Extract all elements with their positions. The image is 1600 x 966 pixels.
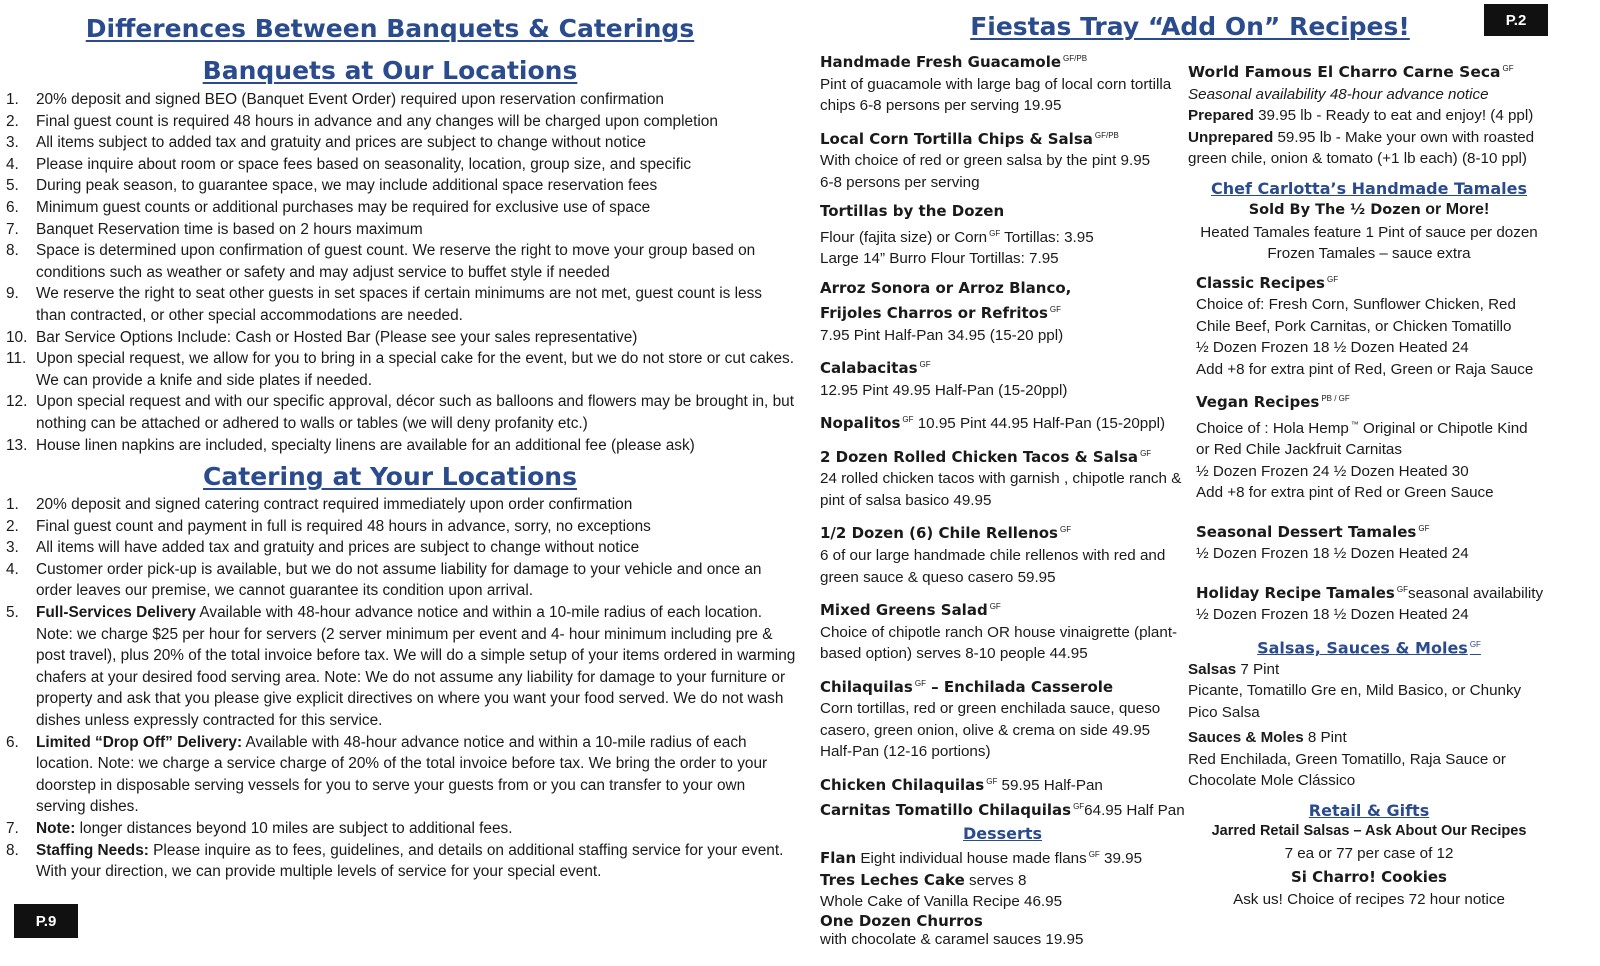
rule-number: 6.: [6, 733, 19, 751]
rule-bold-lead: Limited “Drop Off” Delivery:: [36, 733, 243, 751]
rule-item: [6, 732, 796, 818]
tamales-title: Chef Carlotta’s Handmade Tamales: [1210, 178, 1528, 198]
rule-item: [6, 89, 796, 111]
rule-body: 20% deposit and signed BEO (Banquet Event Order) required upon reservation confirmation: [36, 91, 664, 108]
rule-bold-lead: Staffing Needs:: [36, 841, 149, 859]
item-name: Nopalitos: [820, 414, 901, 433]
diet-tag: GF: [1088, 850, 1100, 860]
item-name: Flan: [820, 849, 857, 868]
rule-item: [6, 840, 796, 883]
rule-item: [6, 494, 796, 516]
page-number-badge: P.9: [14, 904, 78, 938]
item-name: World Famous El Charro Carne Seca: [1188, 63, 1501, 82]
item-desc: Choice of chipotle ranch OR house vinaigrette (plant-based option) serves 8-10 people 44.95: [820, 623, 1178, 663]
item-desc: Pint of guacamole with large bag of local corn tortilla chips 6-8 persons per serving 19.95: [820, 75, 1172, 115]
diet-tag: GF/PB: [1063, 54, 1088, 63]
item-name: Carnitas Tomatillo Chilaquilas: [820, 801, 1072, 820]
item-name: Seasonal Dessert Tamales: [1196, 522, 1417, 541]
diet-tag: GF: [986, 776, 998, 786]
recipes-column-right: [1188, 58, 1550, 910]
rule-text: [36, 327, 796, 349]
rule-text: [36, 537, 796, 559]
rule-number: 4.: [6, 155, 19, 173]
retail-line: Jarred Retail Salsas – Ask About Our Recipes: [1211, 823, 1527, 840]
item-name: Tacos & Salsa: [1017, 447, 1139, 466]
menu-item: [820, 125, 1185, 194]
rule-item: [6, 435, 796, 457]
rule-number: 1.: [6, 91, 19, 108]
tamales-line: Heated Tamales feature 1 Pint of sauce per dozen: [1200, 223, 1538, 241]
item-name: Arroz Sonora or Arroz Blanco,: [820, 278, 1072, 297]
item-note: seasonal availability: [1407, 584, 1544, 602]
diet-tag: GF: [1469, 639, 1481, 649]
rule-item: [6, 132, 796, 154]
rule-body: All items will have added tax and gratuity and prices are subject to change without notice: [36, 539, 640, 557]
diet-tag: GF: [919, 360, 931, 370]
item-desc: 6-8 persons per serving: [820, 173, 980, 191]
item-desc: With choice of red or green salsa by the pint 9.95: [820, 152, 1151, 170]
tamales-line: Frozen Tamales – sauce extra: [1267, 245, 1471, 263]
rule-body: We reserve the right to seat other guests in set spaces if certain minimums are not met, guest count is less than contracted, or other special accommodations are needed.: [36, 285, 762, 324]
rule-body: Upon special request and with our specific approval, décor such as balloons and flowers may be brought in, but nothing can be attached or adhered to walls or tables (we will deny profanity etc.): [36, 393, 794, 432]
rule-number: 3.: [6, 539, 19, 557]
salsas-title-text: Salsas, Sauces & Moles: [1257, 638, 1468, 658]
menu-item: [820, 354, 1185, 401]
rule-number: 7.: [6, 819, 19, 837]
rule-number: 3.: [6, 134, 19, 152]
rule-text: [36, 348, 796, 391]
item-desc: serves 8: [964, 871, 1027, 889]
rule-body: Available with 48-hour advance notice and within a 10-mile radius of each location. Note: we charge $25 per hour for servers (2 server minimum per event and 4- hour minimum including pre & post travel), plus 20% of the total invoice before tax. We will do a simple setup of your items ordered in warming chafers at your desired food serving area. Note: We do not assume any liability for damage to your furniture or property and ask that you please give explicit directives on where you want your food served. We do not wash dishes unless expressly contracted for this service.: [36, 603, 796, 729]
rule-number: 11.: [6, 350, 27, 368]
item-price: 7 Pint: [1236, 660, 1280, 678]
menu-item: [820, 48, 1185, 117]
rule-body: Final guest count is required 48 hours in advance and any changes will be charged upon completion: [36, 112, 718, 130]
item-price: 39.95: [1099, 850, 1143, 868]
diet-tag: GF: [1418, 523, 1430, 533]
rule-text: [36, 175, 796, 197]
item-price: ½ Dozen Frozen 18 ½ Dozen Heated 24: [1196, 606, 1469, 624]
item-desc: 39.95 lb - Ready to eat and enjoy! (4 ppl): [1253, 107, 1534, 125]
item-desc: Add +8 for extra pint of Red or Green Sauce: [1196, 484, 1494, 502]
item-desc: 7.95 Pint Half-Pan 34.95 (15-20 ppl): [820, 326, 1064, 344]
tamales-info: [1188, 199, 1550, 265]
item-price: ½ Dozen Frozen 24 ½ Dozen Heated 30: [1196, 462, 1469, 480]
rule-number: 7.: [6, 220, 19, 238]
item-price: ½ Dozen Frozen 18 ½ Dozen Heated 24: [1196, 339, 1469, 357]
rule-item: [6, 154, 796, 176]
item-name: Tres Leches Cake: [820, 870, 965, 889]
right-page: [800, 0, 1600, 966]
rule-bold-lead: Note:: [36, 819, 76, 837]
rule-text: [36, 197, 796, 219]
item-desc: Flour (fajita size) or Corn: [820, 228, 988, 246]
item-name: Classic Recipes: [1196, 273, 1325, 292]
rule-body: Banquet Reservation time is based on 2 hours maximum: [36, 220, 423, 238]
rule-item: [6, 391, 796, 434]
rule-body: Minimum guest counts or additional purchases may be required for exclusive use of space: [36, 198, 651, 216]
rule-item: [6, 283, 796, 326]
menu-item: [820, 596, 1185, 665]
item-name: Tortillas by the Dozen: [820, 202, 1005, 221]
fiestas-title: Fiestas Tray “Add On” Recipes!: [970, 12, 1410, 41]
rule-bold-lead: Full-Services Delivery: [36, 603, 196, 621]
rule-item: [6, 175, 796, 197]
banquets-list: [6, 89, 796, 456]
rule-item: [6, 197, 796, 219]
rule-text: [36, 154, 796, 176]
rule-body: Please inquire about room or space fees based on seasonality, location, group size, and specific: [36, 155, 692, 173]
rule-number: 2.: [6, 517, 19, 535]
item-desc: with chocolate & caramel sauces 19.95: [820, 930, 1084, 948]
menu-item: [820, 409, 1185, 435]
item-desc: Choice of : Hola Hemp: [1196, 419, 1349, 437]
menu-item: [1196, 518, 1550, 565]
item-note: Seasonal availability 48-hour advance notice: [1188, 85, 1489, 103]
rule-number: 5.: [6, 603, 19, 621]
item-label: Salsas: [1188, 660, 1237, 678]
tamales-more-label: or More!: [1420, 201, 1490, 219]
menu-item: [1188, 659, 1550, 724]
page-number-badge: P.2: [1484, 4, 1548, 36]
rule-text: [36, 391, 796, 434]
item-desc: Picante, Tomatillo Gre en, Mild Basico, or Chunky Pico Salsa: [1188, 682, 1522, 721]
item-price: ½ Dozen Frozen 18 ½ Dozen Heated 24: [1196, 545, 1469, 563]
rule-text: [36, 111, 796, 133]
diet-tag: GF: [1396, 584, 1408, 594]
rule-text: [36, 602, 796, 732]
rule-text: [36, 219, 796, 241]
item-name: Frijoles Charros or Refritos: [820, 304, 1048, 323]
diet-tag: GF: [1326, 274, 1339, 284]
menu-item: [820, 519, 1185, 588]
rule-text: [36, 840, 796, 883]
diet-tag: PB / GF: [1321, 394, 1350, 404]
retail-price: 7 ea or 77 per case of 12: [1284, 844, 1454, 862]
diet-tag: GF: [914, 678, 926, 688]
rule-text: [36, 435, 796, 457]
item-name: Chile Rellenos: [933, 524, 1058, 543]
item-label: Unprepared: [1188, 128, 1274, 146]
item-name: 1/2 Dozen (6): [820, 524, 934, 543]
item-desc: Original or Chipotle Kind: [1358, 419, 1528, 437]
rule-body: Final guest count and payment in full is required 48 hours in advance, sorry, no exceptions: [36, 517, 651, 535]
rule-item: [6, 111, 796, 133]
rule-item: [6, 327, 796, 349]
diet-tag: GF: [1073, 802, 1085, 812]
diet-tag: GF: [902, 415, 914, 425]
menu-item: [1196, 579, 1550, 626]
rule-number: 8.: [6, 242, 19, 260]
item-desc: 12.95 Pint 49.95 Half-Pan (15-20ppl): [820, 381, 1068, 399]
rule-number: 12.: [6, 393, 28, 411]
item-label: Sauces & Moles: [1188, 729, 1304, 747]
rule-body: longer distances beyond 10 miles are subject to additional fees.: [75, 819, 513, 837]
rule-body: House linen napkins are included, specialty linens are available for an additional fee (please ask): [36, 436, 695, 454]
rule-text: [36, 283, 796, 326]
menu-item: [820, 844, 1185, 950]
item-desc: Whole Cake of Vanilla Recipe 46.95: [820, 893, 1063, 911]
item-price: 59.95 Half-Pan: [997, 776, 1103, 794]
menu-item: [1188, 727, 1550, 792]
menu-item: [820, 201, 1185, 270]
rule-item: [6, 516, 796, 538]
desserts-title: Desserts: [962, 823, 1043, 843]
tamales-sold-label: Sold By The ½ Dozen: [1248, 202, 1421, 219]
item-desc: 24 rolled chicken tacos with garnish , chipotle ranch & pint of salsa basico 49.95: [820, 470, 1182, 509]
item-name: Local Corn Tortilla Chips & Salsa: [820, 129, 1093, 148]
salsas-title: [1188, 634, 1550, 659]
item-desc: Corn tortillas, red or green enchilada sauce, queso casero, green onion, olive & crema on side 49.95: [820, 700, 1161, 739]
item-desc: Tortillas: 3.95: [1000, 228, 1094, 246]
rule-body: Customer order pick-up is available, but we do not assume liability for damage to your vehicle and once an order leaves our premise, we cannot guarantee its condition upon arrival.: [36, 560, 762, 600]
rule-text: [36, 559, 796, 602]
rule-item: [6, 219, 796, 241]
rule-item: [6, 348, 796, 391]
trademark-mark: ™: [1350, 419, 1359, 429]
retail-info: [1188, 821, 1550, 910]
rule-number: 5.: [6, 177, 19, 195]
diet-tag: GF: [989, 602, 1001, 611]
item-name: Chilaquilas: [820, 677, 913, 696]
item-name: Vegan Recipes: [1196, 393, 1320, 412]
differences-title: Differences Between Banquets & Caterings: [85, 14, 695, 43]
rule-body: During peak season, to guarantee space, we may include additional space reservation fees: [36, 177, 658, 195]
rule-text: [36, 132, 796, 154]
item-name: Holiday Recipe Tamales: [1196, 583, 1395, 602]
item-name: One Dozen Churros: [820, 911, 983, 930]
menu-item: [820, 443, 1185, 512]
catering-title: Catering at Your Locations: [203, 462, 577, 491]
diet-tag: GF: [1059, 525, 1072, 535]
rule-body: All items subject to added tax and gratuity and prices are subject to change without notice: [36, 134, 646, 152]
item-desc: Choice of: Fresh Corn, Sunflower Chicken, Red Chile Beef, Pork Carnitas, or Chicken Tomatillo: [1196, 296, 1516, 335]
diet-tag: GF: [989, 228, 1001, 238]
diet-tag: GF/PB: [1094, 130, 1119, 140]
rule-number: 4.: [6, 560, 19, 578]
item-desc: or Red Chile Jackfruit Carnitas: [1196, 441, 1402, 459]
menu-item: [820, 278, 1185, 347]
item-label: Prepared: [1188, 107, 1254, 125]
rule-text: [36, 732, 796, 818]
item-price: 8 Pint: [1303, 729, 1347, 747]
rule-text: [36, 89, 796, 111]
rule-text: [36, 818, 796, 840]
rule-text: [36, 240, 796, 283]
rule-body: Upon special request, we allow for you to bring in a special cake for the event, but we do not store or cut cakes. We can provide a knife and side plates if needed.: [36, 350, 794, 389]
catering-list: [6, 494, 796, 883]
menu-item: [1196, 269, 1550, 381]
rule-body: 20% deposit and signed catering contract required immediately upon order confirmation: [36, 496, 633, 513]
rule-number: 9.: [6, 285, 19, 303]
rule-number: 1.: [6, 496, 19, 513]
rule-body: Space is determined upon confirmation of guest count. We reserve the right to move your group based on conditions such as weather or safety and may adjust service to buffet style if needed: [36, 242, 756, 281]
menu-item: [1188, 58, 1550, 170]
item-name: Calabacitas: [820, 359, 918, 378]
item-desc: Red Enchilada, Green Tomatillo, Raja Sauce or Chocolate Mole Clássico: [1188, 750, 1506, 790]
item-desc: Add +8 for extra pint of Red, Green or Raja Sauce: [1196, 360, 1534, 378]
item-name: Si Charro! Cookies: [1291, 868, 1447, 887]
rule-item: [6, 240, 796, 283]
item-price: 64.95 Half Pan: [1084, 802, 1185, 820]
item-desc: 59.95 lb - Make your own with roasted green chile, onion & tomato (+1 lb each) (8-10 ppl): [1188, 128, 1535, 168]
item-name: Mixed Greens Salad: [820, 601, 988, 620]
item-name: – Enchilada Casserole: [925, 677, 1114, 696]
rule-item: [6, 537, 796, 559]
item-name: Chicken Chilaquilas: [820, 775, 985, 794]
rule-number: 6.: [6, 198, 19, 216]
item-desc: Eight individual house made flans: [856, 850, 1087, 868]
rule-body: Available with 48-hour advance notice and within a 10-mile radius of each location. Note: we charge a service charge of 20% of the total invoice before tax. We bring the order to your doorstep in disposable serving vessels for you to serve your guests from or you can transfer to your own serving dishes.: [36, 733, 768, 816]
item-desc: 10.95 Pint 44.95 Half-Pan (15-20ppl): [913, 415, 1166, 433]
rule-text: [36, 494, 796, 516]
rule-number: 2.: [6, 112, 19, 130]
rule-number: 13.: [6, 436, 28, 454]
menu-item: [1196, 388, 1550, 504]
item-desc: Half-Pan (12-16 portions): [820, 743, 991, 761]
diet-tag: GF: [1502, 64, 1514, 73]
rule-number: 8.: [6, 841, 19, 859]
menu-item: [820, 673, 1185, 763]
rule-body: Please inquire as to fees, guidelines, and details on additional staffing service for your event. With your direction, we can provide multiple levels of service for your special event.: [36, 841, 784, 881]
menu-item: [820, 771, 1185, 822]
retail-title: Retail & Gifts: [1308, 800, 1430, 820]
item-name: 2 Dozen Rolled Chicken: [820, 447, 1018, 466]
rule-item: [6, 818, 796, 840]
rule-item: [6, 602, 796, 732]
item-desc: Ask us! Choice of recipes 72 hour notice: [1233, 890, 1505, 908]
rule-body: Bar Service Options Include: Cash or Hosted Bar (Please see your sales representative): [36, 328, 638, 346]
recipes-column-left: [820, 48, 1185, 950]
rule-text: [36, 516, 796, 538]
banquets-title: Banquets at Our Locations: [202, 56, 578, 85]
item-desc: Large 14” Burro Flour Tortillas: 7.95: [820, 250, 1059, 268]
item-name: Handmade Fresh Guacamole: [820, 53, 1062, 72]
diet-tag: GF: [1049, 305, 1062, 315]
item-desc: 6 of our large handmade chile rellenos with red and green sauce & queso casero 59.95: [820, 547, 1166, 586]
rule-item: [6, 559, 796, 602]
diet-tag: GF: [1140, 448, 1152, 458]
rule-number: 10.: [6, 328, 28, 346]
